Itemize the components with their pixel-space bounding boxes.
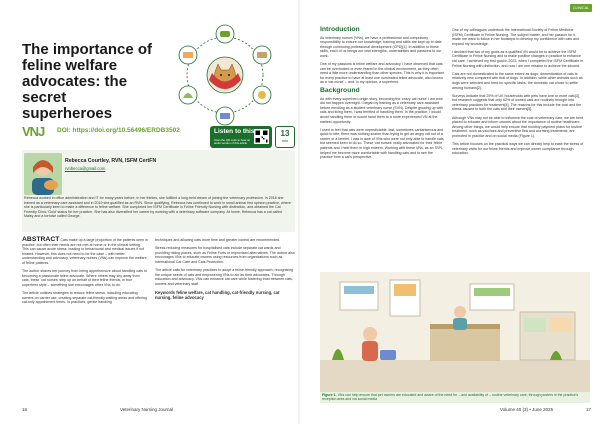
- listen-audio-badge[interactable]: [210, 126, 272, 148]
- abstract-c2-p2: Stress-reducing measures for hospitalised cats include separate cat wards and providing hiding places, such as Feline Forts or improvised alternatives. The author also encourages VNs to educate owners using resources from organisations such as International Cat Care and Cats Protection.: [155, 246, 295, 264]
- col2-p5: Although VNs may not be able to influence the cost of veterinary care, we are best placed to educate and inform owners about the importance of routine healthcare. Among other things, we would help ensure that monthly payment plans for routine treatment, such as vaccines and preventive flea and worming treatments, are promoted in practice and on social media (Figure 1).: [452, 115, 583, 138]
- hero-illustration: [165, 20, 285, 130]
- author-bio: Rebecca worked in office administration and IT for many years before, in her thirties, she fulfilled a long-held dream of joining the veterinary profession. In 2016 she trained as a veterinary care assistant and in 2019 she qualified as an RVN. Since qualifying, Rebecca has continued to work in small animal first opinion practice, where she is particularly keen to make a difference to feline welfare. She completed her ISFM Certificate in Feline Friendly Nursing with distinction, and obtained the Cat Friendly Clinic 'Gold' status for her practice. She has also diversified her career by working with a veterinary software company. At home, Rebecca has a cat called Maisy and a tortoise called George.: [24, 196, 291, 219]
- background-p1: As with every superhero origin story, becoming the 'crazy cat nurse' I am now did not happen overnight. I began by training as a veterinary care assistant before enrolling as a student veterinary nurse (SVN). Despite growing up with cats and liking them, I was terrified of handling them. In the practice, I would avoid handling them or would hand them to a more experienced VN at the earliest opportunity.: [320, 96, 444, 124]
- col2-p1: One of my colleagues undertook the International Society of Feline Medicine (ISFM) Certificate in Feline Nursing. The subject matter, and her passion for it, made me want to follow in her footsteps to develop my confidence with cats and expand my knowledge.: [452, 28, 580, 46]
- article-title: The importance of feline welfare advocates: the secret superheroes: [22, 41, 153, 122]
- left-folio-journal: Veterinary Nursing Journal: [120, 407, 174, 412]
- author-name: Rebecca Courtley, RVN, ISFM CertFN: [65, 158, 157, 164]
- col2-p3: Cats are not domesticated to the same extent as dogs; domestication of cats is relatively new compared with that of dogs. In addition, while other animals such as dogs were selected and bred for specific tasks, the domestic cat chose to settle among humans[2].: [452, 71, 583, 90]
- listen-title: Listen to this: [214, 128, 255, 135]
- qr-code-icon: [254, 129, 269, 144]
- abstract-c2-p3: The article calls for veterinary practices to adopt a feline-friendly approach, recognising the unique needs of cats and empowering VNs to act as their advocates. Through education and advocacy, VNs can enhance cat care while fostering trust between cats, owners and veterinary staff.: [155, 267, 294, 286]
- figure-caption-label: Figure 1.: [322, 393, 337, 397]
- doi-link[interactable]: DOI: https://doi.org/10.56496/ERDB3502: [57, 127, 180, 134]
- col2-p2: I decided that two of my goals as a qualified VN would be to achieve the ISFM Certificate in Feline Nursing and to make positive changes in practice to enhance cat care. I achieved my first goal in 2023, when I completed the ISFM Certificate in Feline Nursing with distinction, and now I am one mission to achieve the second.: [452, 49, 584, 68]
- right-folio-number: 17: [586, 407, 592, 412]
- col2-p6: This article focuses on the practical ways we can directly help to ease the stress of veterinary visits for our feline friends and improve owner compliance through education.: [452, 141, 584, 156]
- figure-1-caption: [320, 392, 590, 403]
- figure-caption-text: VNs can help ensure that pet owners are educated and aware of the need for – and availability of – routine veterinary care, through posters in the practice's reception area and via social media: [322, 393, 579, 402]
- intro-heading: Introduction: [320, 26, 360, 33]
- intro-p2: One of my passions is feline welfare and advocacy. I have observed that cats can be overlooked or even feared in the clinical environment, as they often need a little more understanding than other species. This is why it is important for every practice to have at least one nominated feline advocate, also known as a 'cat nurse' – and, in my opinion, a superhero.: [320, 62, 444, 85]
- right-column-2: [452, 28, 584, 159]
- author-box: [22, 150, 295, 232]
- abstract-section: [22, 238, 148, 308]
- section-tag: CLINICAL: [570, 4, 592, 12]
- col2-p4: Surveys indicate that 29% of UK households with pets have one or more cats[3], but research suggests that only 62% of owned cats are routinely brought into veterinary practices for treatment[4]. The reasons for this include the cost and the stress caused to both the cats and their owners[5].: [452, 93, 582, 112]
- background-p2: I used to feel that cats were unpredictable, fast, sometimes cantankerous and quick to bite; there was nothing scarier than trying to get an angry cat out of a carrier or a kennel. I was in awe of VNs who were not only able to handle cats but seemed keen to do so. These 'cat nurses' really advocated for their feline patients and I held them in high esteem. Working with these VNs, as an SVN, helped me become more comfortable with handling cats and to see the practice from a cat's perspective.: [320, 127, 444, 160]
- reception-scene-icon: [320, 272, 590, 392]
- abstract-heading: ABSTRACT: [22, 236, 60, 243]
- duration-unit: min: [281, 138, 289, 143]
- background-heading: Background: [320, 87, 360, 95]
- listen-subtitle: Scan the QR code to hear an audio version of this article: [214, 138, 251, 146]
- journal-logo: VNJ: [22, 124, 45, 139]
- author-email-link[interactable]: rvnbecca@gmail.com: [65, 166, 106, 171]
- figure-1-illustration: [320, 272, 590, 392]
- abstract-c2-p1: techniques and allowing cats more time and greater control are recommended.: [155, 238, 281, 242]
- left-folio-number: 16: [22, 407, 28, 412]
- right-column-1: [320, 28, 446, 163]
- abstract-continued: [155, 238, 295, 304]
- keywords-label: Keywords: [155, 289, 176, 295]
- intro-p1: As veterinary nurses (VNs), we have a professional and compulsory responsibility to ensure our knowledge, training and skills are kept up to date through continuing professional development (CPD)[1]. In addition to these skills, each of us brings our own strengths, uncertainties and passions to our work.: [320, 35, 442, 58]
- abstract-p1: Cats make up a large proportion of the patients seen in practice, but often their needs are not met at home or in the clinical setting. This can cause acute stress, leading to behavioural and medical issues if not treated. However, this does not need to be the case – with better understanding and advocacy, veterinary nurses (VNs) can improve the welfare of feline patients.: [22, 238, 148, 265]
- abstract-p2: The author shares her journey from being apprehensive about handling cats to becoming a passionate feline advocate. Where others may shy away from cats, these 'cat nurses' step up on behalf of their feline friends, in true superhero style – something she encourages other VNs to do.: [22, 269, 147, 287]
- page-spine: [298, 0, 302, 424]
- duration-minutes: 13: [280, 129, 290, 138]
- author-avatar: [24, 153, 62, 195]
- abstract-p3: The article outlines strategies to reduce feline stress, including educating owners on carrier use, creating separate cat-friendly waiting areas and offering cat-only appointment times. In practices, gentle handling: [22, 290, 147, 305]
- duration-badge: [275, 126, 295, 148]
- keywords-list: feline welfare, cat handling, cat-friendly nursing, cat nursing, feline advocacy: [155, 289, 280, 301]
- right-folio-volume: Volume 40 (3) • June 2025: [500, 407, 554, 412]
- author-photo-icon: [24, 153, 62, 195]
